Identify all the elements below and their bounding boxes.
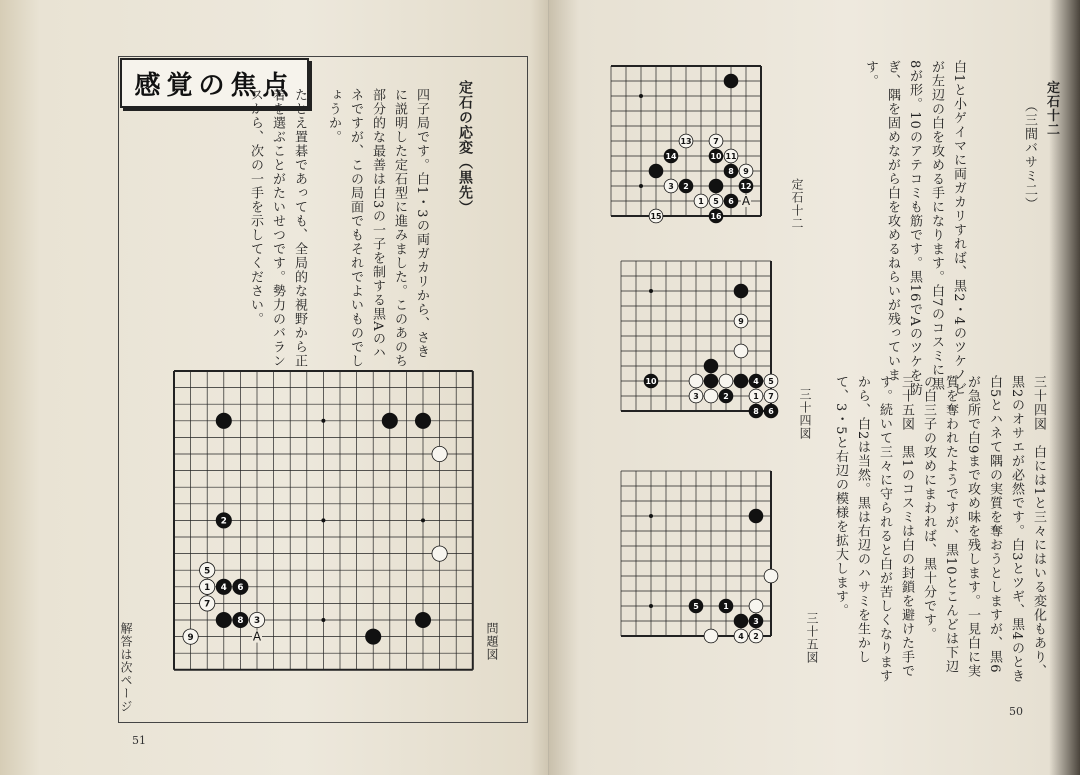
star-point (321, 518, 325, 522)
move-number: 5 (768, 376, 774, 386)
move-number: 8 (753, 406, 759, 416)
problem-heading: 定石の応変（黒先） (457, 80, 473, 215)
white-stone (689, 374, 703, 388)
black-stone (734, 284, 748, 298)
star-point (649, 514, 653, 518)
move-number: 15 (650, 211, 662, 221)
move-number: 2 (723, 391, 729, 401)
move-number: 1 (753, 391, 759, 401)
black-stone (724, 74, 738, 88)
star-point (649, 289, 653, 293)
black-stone (216, 612, 231, 627)
section-title: 感覚の焦点 (134, 70, 295, 101)
move-number: 3 (253, 616, 261, 627)
move-number: 5 (713, 196, 719, 206)
caption-diagram-35: 三十五図 (805, 612, 819, 664)
board-point-label: A (741, 194, 751, 208)
move-number: 3 (753, 616, 759, 626)
black-stone (216, 413, 231, 428)
diagram-34-board (617, 255, 782, 445)
black-stone (734, 374, 748, 388)
joseki-note: （三間バサミ二） (1022, 98, 1037, 211)
black-stone (649, 164, 663, 178)
move-number: 6 (768, 406, 774, 416)
star-point (639, 94, 643, 98)
move-number: 13 (680, 136, 692, 146)
star-point (321, 419, 325, 423)
move-number: 4 (753, 376, 759, 386)
diagram-35-board (617, 465, 782, 680)
joseki-title: 定石十二 (1044, 80, 1059, 137)
caption-joseki-12: 定石十二 (790, 178, 804, 230)
move-number: 14 (665, 151, 677, 161)
move-number: 6 (728, 196, 734, 206)
page-number-right: 50 (1009, 705, 1023, 718)
move-number: 1 (204, 583, 211, 594)
move-number: 4 (738, 631, 744, 641)
move-number: 10 (710, 151, 722, 161)
move-number: 12 (740, 181, 752, 191)
right-paragraph-1: 白1と小ゲイマに両ガカリすれば、黒2・4のツケノビが左辺の白を攻める手になります。白7のコスミに黒8が形。10のアテコミも筋です。黒16でAのツケを防ぎ、隅を固めながら白を攻めるねらいが残っています。 (863, 60, 966, 397)
move-number: 9 (743, 166, 749, 176)
joseki-12-board (607, 60, 782, 240)
white-stone (749, 599, 763, 613)
problem-go-board (170, 365, 475, 680)
black-stone (366, 629, 381, 644)
answer-note: 解答は次ページ (119, 622, 133, 713)
move-number: 6 (237, 583, 244, 594)
move-number: 2 (753, 631, 759, 641)
move-number: 1 (723, 601, 729, 611)
move-number: 2 (220, 516, 227, 527)
right-page (549, 0, 1080, 775)
move-number: 11 (725, 151, 737, 161)
move-number: 7 (204, 599, 211, 610)
black-stone (704, 359, 718, 373)
white-stone (704, 629, 718, 643)
white-stone (704, 389, 718, 403)
move-number: 5 (693, 601, 699, 611)
star-point (639, 184, 643, 188)
black-stone (709, 179, 723, 193)
move-number: 9 (187, 632, 194, 643)
problem-paragraph-1: 四子局です。白1・3の両ガカリから、さきに説明した定石型に進みました。このあのち部分的な最善は白3の一子を制する黒Aのハネですが、この局面でもそれでよいものでしょうか。 (326, 88, 429, 368)
problem-diagram-caption: 問題図 (485, 622, 499, 661)
star-point (321, 618, 325, 622)
white-stone (719, 374, 733, 388)
move-number: 3 (693, 391, 699, 401)
caption-diagram-34: 三十四図 (798, 388, 812, 440)
move-number: 1 (698, 196, 704, 206)
move-number: 8 (728, 166, 734, 176)
board-point-label: A (252, 629, 262, 644)
black-stone (415, 413, 430, 428)
move-number: 5 (204, 566, 211, 577)
move-number: 7 (768, 391, 774, 401)
move-number: 2 (683, 181, 689, 191)
move-number: 3 (668, 181, 674, 191)
move-number: 7 (713, 136, 719, 146)
black-stone (704, 374, 718, 388)
star-point (421, 518, 425, 522)
move-number: 10 (645, 376, 657, 386)
star-point (649, 604, 653, 608)
right-paragraph-2: 三十四図 白には1と三々にはいる変化もあり、黒2のオサエが必然です。白3とツギ、黒4のとき白5とハネて隅の実質を奪おうとしますが、黒6が急所で白9まで攻め味を残します。一見白に実質を奪われたようですが、黒10とこんどは下辺の白三子の攻めにまわれば、黒十分です。 三十五図 黒1のコスミは白の封鎖を避けた手です。続いて三々に守られると白が苦しくなりますから、白2は当然。黒は右辺のハサミを生かして、3・5と右辺の模様を拡大します。 (833, 375, 1046, 683)
right-paragraph-3: 三十五図 黒1のコスミは白の封鎖を避けた手です。続いて三々に守られると白が苦しくなりますから、白2は当然。黒は右辺のハサミを生かして、3・5と右辺の模様を拡大します。 (833, 375, 914, 683)
black-stone (734, 614, 748, 628)
move-number: 9 (738, 316, 744, 326)
white-stone (764, 569, 778, 583)
black-stone (382, 413, 397, 428)
white-stone (432, 546, 447, 561)
white-stone (432, 446, 447, 461)
move-number: 16 (710, 211, 722, 221)
white-stone (734, 344, 748, 358)
page-number-left: 51 (132, 734, 146, 747)
move-number: 8 (237, 616, 244, 627)
black-stone (749, 509, 763, 523)
black-stone (415, 612, 430, 627)
problem-paragraph-2: たとえ置碁であっても、全局的な視野から正着を選ぶことがたいせつです。勢力のバランスから、次の一手を示してください。 (248, 88, 307, 368)
move-number: 4 (220, 583, 227, 594)
